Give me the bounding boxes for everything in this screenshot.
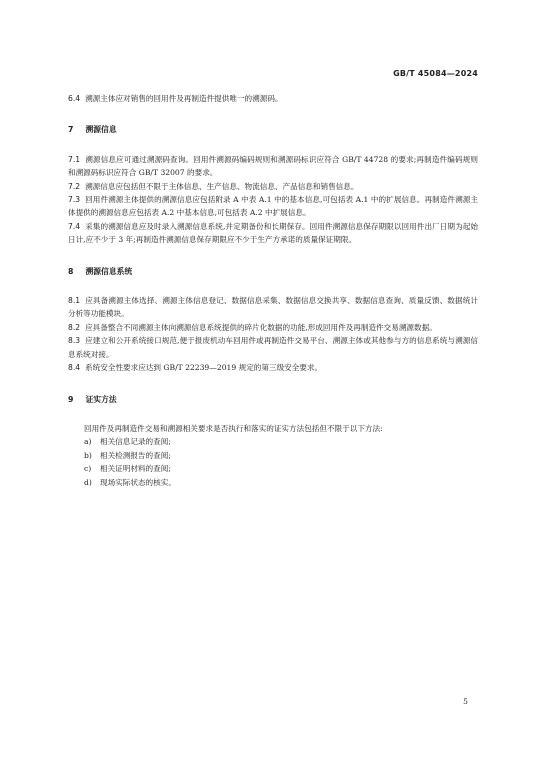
heading-title: 溯源信息 xyxy=(85,125,117,135)
clause-8-4 xyxy=(68,361,478,374)
heading-title: 证实方法 xyxy=(85,394,117,404)
clause-6-4 xyxy=(68,92,478,105)
clause-7-1 xyxy=(68,153,478,180)
clause-number: 8.2 xyxy=(68,322,81,332)
clause-7-2 xyxy=(68,180,478,193)
clause-number: 8.1 xyxy=(68,296,81,306)
section-heading-9 xyxy=(68,393,478,406)
list-marker: b) xyxy=(84,450,92,460)
clause-number: 6.4 xyxy=(68,94,81,103)
page-content xyxy=(68,92,478,489)
list-marker: c) xyxy=(84,464,92,474)
clause-8-1 xyxy=(68,294,478,321)
clause-8-2 xyxy=(68,321,478,334)
page-number: 5 xyxy=(463,697,468,706)
section-9-intro: 回用件及再制造件交易和溯源相关要求是否执行和落实的证实方法包括但不限于以下方法: xyxy=(84,423,383,433)
list-item xyxy=(68,462,478,475)
list-marker: a) xyxy=(84,437,92,447)
clause-text: 应建立和公开系统接口规范,便于报废机动车回用件或再制造件交易平台、溯源主体或其他参与方的信息系统与溯源信息系统对接。 xyxy=(68,336,478,359)
clause-text: 应具备溯源主体选择、溯源主体信息登记、数据信息采集、数据信息交换共享、数据信息查询、质量反馈、数据统计分析等功能模块。 xyxy=(68,296,478,319)
list-marker: d) xyxy=(84,477,92,487)
list-text: 现场实际状态的核实。 xyxy=(100,477,176,487)
list-item xyxy=(68,476,478,489)
section-heading-8 xyxy=(68,265,478,278)
heading-title: 溯源信息系统 xyxy=(85,266,133,276)
list-text: 相关证明材料的查阅; xyxy=(100,464,171,474)
section-heading-7 xyxy=(68,123,478,136)
heading-number: 8 xyxy=(68,266,74,276)
heading-number: 7 xyxy=(68,125,74,135)
clause-7-4 xyxy=(68,220,478,247)
clause-text: 采集的溯源信息应及时录入溯源信息系统,并定期备份和长期保存。回用件溯源信息保存期限以回用件出厂日期为起始日计,应不少于 3 年;再制造件溯源信息保存期限应不少于生产方承诺的质量保证期限。 xyxy=(68,221,478,245)
clause-text: 溯源信息应可通过溯源码查询。回用件溯源码编码规则和溯源码标识应符合 GB/T 44728 的要求;再制造件编码规则和溯源码标识应符合 GB/T 32007 的要求。 xyxy=(68,154,478,178)
clause-8-3 xyxy=(68,334,478,361)
clause-number: 7.4 xyxy=(68,221,81,231)
clause-7-3 xyxy=(68,193,478,220)
clause-text: 溯源主体应对销售的回用件及再制造件提供唯一的溯源码。 xyxy=(85,94,283,103)
clause-number: 7.3 xyxy=(68,195,81,205)
list-item xyxy=(68,449,478,462)
clause-text: 回用件溯源主体提供的溯源信息应包括附录 A 中表 A.1 中的基本信息,可包括表 A.1 中的扩展信息。再制造件溯源主体提供的溯源信息应包括表 A.2 中基本信息,可包括表 A.2 中扩展信息。 xyxy=(68,195,478,218)
list-text: 相关检测报告的查阅; xyxy=(100,450,171,460)
clause-number: 8.3 xyxy=(68,336,81,346)
clause-number: 8.4 xyxy=(68,363,81,373)
clause-text: 应具备整合不同溯源主体向溯源信息系统提供的碎片化数据的功能,形成回用件及再制造件交易溯源数据。 xyxy=(85,322,437,332)
clause-number: 7.1 xyxy=(68,154,81,164)
clause-number: 7.2 xyxy=(68,181,81,191)
heading-number: 9 xyxy=(68,394,74,404)
list-item xyxy=(68,435,478,448)
list-text: 相关信息记录的查阅; xyxy=(100,437,171,447)
standard-code: GB/T 45084—2024 xyxy=(393,69,478,78)
clause-text: 溯源信息应包括但不限于主体信息、生产信息、物流信息、产品信息和销售信息。 xyxy=(85,181,359,191)
clause-text: 系统安全性要求应达到 GB/T 22239—2019 规定的第三级安全要求。 xyxy=(85,363,323,373)
